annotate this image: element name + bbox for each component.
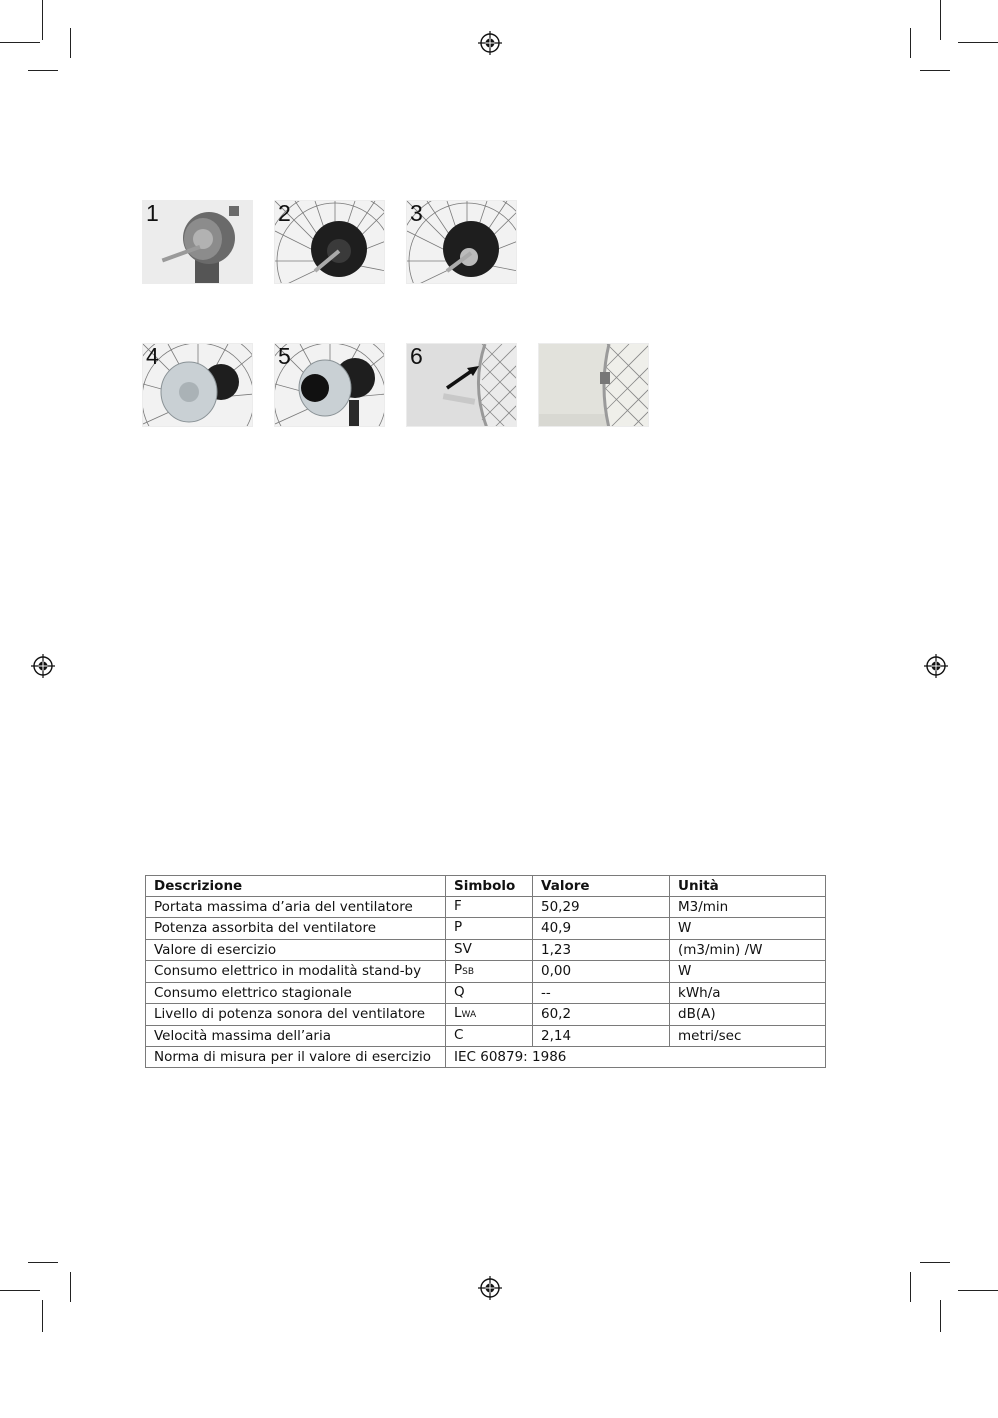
assembly-step-photo-4 <box>142 343 253 427</box>
symbol-text: P <box>454 962 463 978</box>
crop-mark <box>70 28 71 58</box>
cell-descrizione: Livello di potenza sonora del ventilatore <box>146 1004 446 1026</box>
crop-mark <box>0 1290 40 1291</box>
cell-descrizione: Velocità massima dell’aria <box>146 1025 446 1047</box>
symbol-text: SV <box>454 940 472 957</box>
cell-unita: metri/sec <box>670 1025 826 1047</box>
table-row <box>146 982 826 1004</box>
cell-simbolo <box>446 896 533 918</box>
crop-mark <box>910 28 911 58</box>
crop-mark <box>940 1300 941 1332</box>
cell-descrizione: Consumo elettrico in modalità stand-by <box>146 961 446 983</box>
cell-unita: W <box>670 918 826 940</box>
crop-mark <box>42 0 43 40</box>
crop-mark <box>42 1300 43 1332</box>
crop-mark <box>920 70 950 71</box>
cell-descrizione: Consumo elettrico stagionale <box>146 982 446 1004</box>
symbol-text: Q <box>454 983 465 1000</box>
assembly-step-photo-5 <box>274 343 385 427</box>
header-valore: Valore <box>533 876 670 897</box>
cell-simbolo <box>446 939 533 961</box>
step-number: 1 <box>146 200 159 226</box>
step-number: 3 <box>410 200 423 226</box>
cell-valore: 1,23 <box>533 939 670 961</box>
table-row <box>146 939 826 961</box>
fan-spinner-icon <box>275 344 385 427</box>
table-row <box>146 896 826 918</box>
symbol-text: F <box>454 897 462 914</box>
cell-simbolo <box>446 961 533 983</box>
cell-valore: 40,9 <box>533 918 670 940</box>
cell-unita: (m3/min) /W <box>670 939 826 961</box>
symbol-text: P <box>454 919 463 935</box>
cell-simbolo <box>446 1004 533 1026</box>
crop-mark <box>940 0 941 40</box>
header-simbolo: Simbolo <box>446 876 533 897</box>
cell-unita: kWh/a <box>670 982 826 1004</box>
cell-simbolo <box>446 1025 533 1047</box>
symbol-text: L <box>454 1005 462 1021</box>
symbol-subscript: WA <box>461 1010 477 1020</box>
step-number: 4 <box>146 343 159 369</box>
header-descrizione: Descrizione <box>146 876 446 897</box>
cell-simbolo <box>446 918 533 940</box>
cell-valore: 2,14 <box>533 1025 670 1047</box>
assembly-step-photo-2 <box>274 200 385 284</box>
registration-mark-icon <box>478 1276 502 1300</box>
crop-mark <box>0 42 40 43</box>
fan-motor-icon <box>143 201 253 284</box>
cell-simbolo <box>446 982 533 1004</box>
assembly-step-photo-3 <box>406 200 517 284</box>
grill-closed-icon <box>539 344 649 427</box>
grill-clip-icon <box>407 344 517 427</box>
cell-valore: 0,00 <box>533 961 670 983</box>
cell-descrizione: Norma di misura per il valore di esercizio <box>146 1047 446 1068</box>
table-row <box>146 961 826 983</box>
crop-mark <box>28 1262 58 1263</box>
symbol-subscript: SB <box>462 967 475 977</box>
cell-descrizione: Potenza assorbita del ventilatore <box>146 918 446 940</box>
step-number: 2 <box>278 200 291 226</box>
crop-mark <box>958 42 998 43</box>
cell-descrizione: Portata massima d’aria del ventilatore <box>146 896 446 918</box>
crop-mark <box>910 1272 911 1302</box>
registration-mark-icon <box>924 654 948 678</box>
table-row <box>146 918 826 940</box>
cell-unita: dB(A) <box>670 1004 826 1026</box>
cell-unita: W <box>670 961 826 983</box>
crop-mark <box>958 1290 998 1291</box>
cell-valore: -- <box>533 982 670 1004</box>
crop-mark <box>920 1262 950 1263</box>
table-row <box>146 1004 826 1026</box>
registration-mark-icon <box>31 654 55 678</box>
fan-rear-grill-icon <box>407 201 517 284</box>
step-number: 5 <box>278 343 291 369</box>
cell-descrizione: Valore di esercizio <box>146 939 446 961</box>
table-header-row <box>146 876 826 897</box>
crop-mark <box>70 1272 71 1302</box>
table-footer-row <box>146 1047 826 1068</box>
crop-mark <box>28 70 58 71</box>
cell-norma: IEC 60879: 1986 <box>446 1047 826 1068</box>
symbol-text: C <box>454 1026 464 1043</box>
assembly-step-photo-7 <box>538 343 649 427</box>
step-number: 6 <box>410 343 423 369</box>
assembly-step-photo-1 <box>142 200 253 284</box>
registration-mark-icon <box>478 31 502 55</box>
cell-unita: M3/min <box>670 896 826 918</box>
specification-table <box>145 875 826 1068</box>
fan-rear-grill-icon <box>275 201 385 284</box>
header-unita: Unità <box>670 876 826 897</box>
table-row <box>146 1025 826 1047</box>
fan-blade-icon <box>143 344 253 427</box>
cell-valore: 50,29 <box>533 896 670 918</box>
cell-valore: 60,2 <box>533 1004 670 1026</box>
assembly-step-photo-6 <box>406 343 517 427</box>
